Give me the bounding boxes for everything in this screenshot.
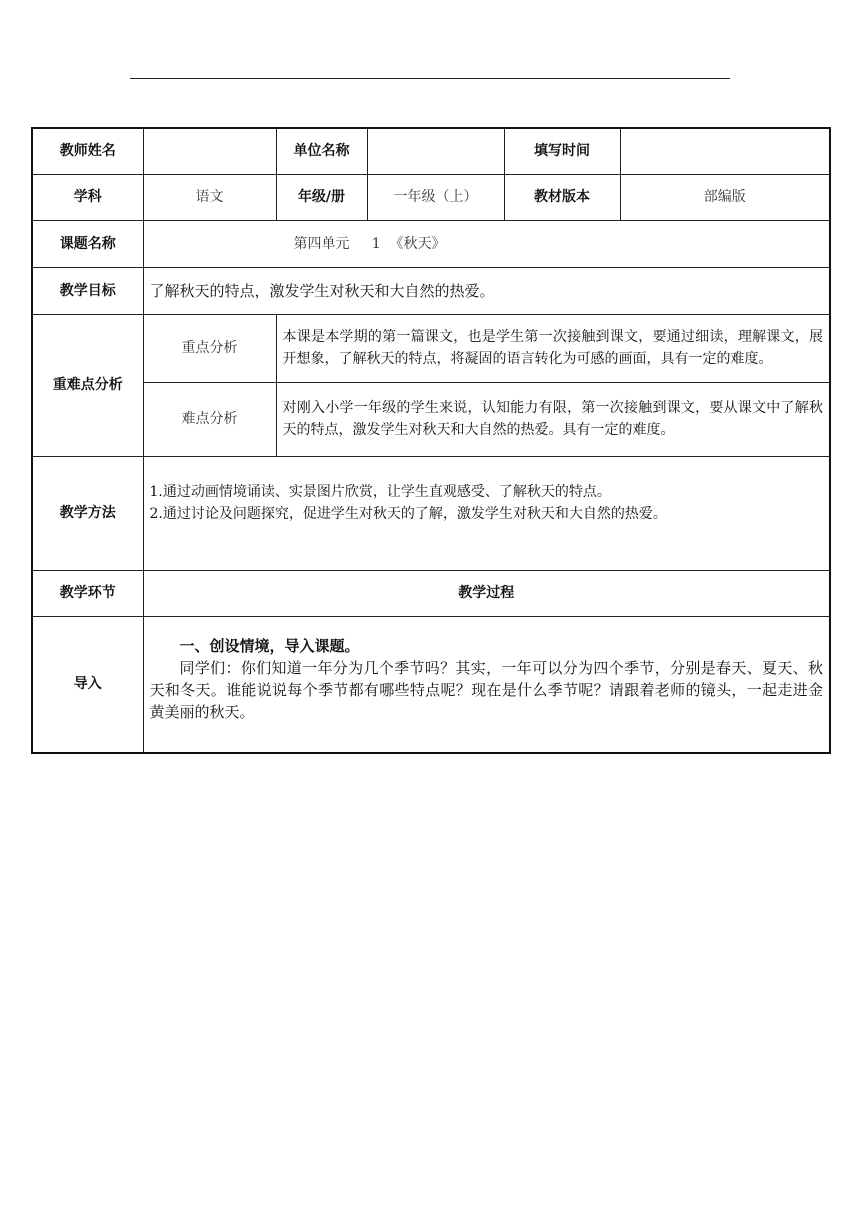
info-row-1 [32,128,830,174]
unit-name-field[interactable] [367,128,504,174]
hard-analysis-label: 难点分析 [143,382,276,456]
intro-row [32,616,830,753]
subject-label: 学科 [32,174,143,220]
key-analysis-text: 本课是本学期的第一篇课文，也是学生第一次接触到课文，要通过细读，理解课文，展开想象，了解秋天的特点，将凝固的语言转化为可感的画面，具有一定的难度。 [276,314,830,382]
intro-heading: 一、创设情境，导入课题。 [179,636,360,655]
hard-analysis-row [32,382,830,456]
grade-label: 年级/册 [276,174,367,220]
method-item-2: 2.通过讨论及问题探究，促进学生对秋天的了解，激发学生对秋天和大自然的热爱。 [149,505,667,522]
stage-header-label: 教学环节 [32,570,143,616]
topic-label: 课题名称 [32,220,143,267]
hard-analysis-text: 对刚入小学一年级的学生来说，认知能力有限，第一次接触到课文，要从课文中了解秋天的特点，激发学生对秋天和大自然的热爱。具有一定的难度。 [276,382,830,456]
fill-date-field[interactable] [620,128,830,174]
goal-value: 了解秋天的特点，激发学生对秋天和大自然的热爱。 [143,267,830,314]
fill-date-label: 填写时间 [504,128,620,174]
info-row-2 [32,174,830,220]
edition-label: 教材版本 [504,174,620,220]
goal-label: 教学目标 [32,267,143,314]
grade-value: 一年级（上） [367,174,504,220]
process-header-row [32,570,830,616]
analysis-label: 重难点分析 [32,314,143,456]
process-header-label: 教学过程 [143,570,830,616]
method-content [143,456,830,570]
edition-value: 部编版 [620,174,830,220]
teacher-name-field[interactable] [143,128,276,174]
topic-row [32,220,830,267]
intro-label: 导入 [32,616,143,753]
method-item-1: 1.通过动画情境诵读、实景图片欣赏，让学生直观感受、了解秋天的特点。 [149,483,611,500]
lesson-plan-table [31,127,831,754]
intro-body: 同学们：你们知道一年分为几个季节吗？其实，一年可以分为四个季节，分别是春天、夏天、秋天和冬天。谁能说说每个季节都有哪些特点呢？现在是什么季节呢？请跟着老师的镜头，一起走进金黄美丽的秋天。 [149,658,823,721]
goal-row [32,267,830,314]
topic-value: 第四单元 1 《秋天》 [143,220,830,267]
unit-name-label: 单位名称 [276,128,367,174]
key-analysis-row [32,314,830,382]
header-rule [130,78,730,79]
key-analysis-label: 重点分析 [143,314,276,382]
method-row [32,456,830,570]
intro-content [143,616,830,753]
subject-value: 语文 [143,174,276,220]
teacher-name-label: 教师姓名 [32,128,143,174]
method-label: 教学方法 [32,456,143,570]
